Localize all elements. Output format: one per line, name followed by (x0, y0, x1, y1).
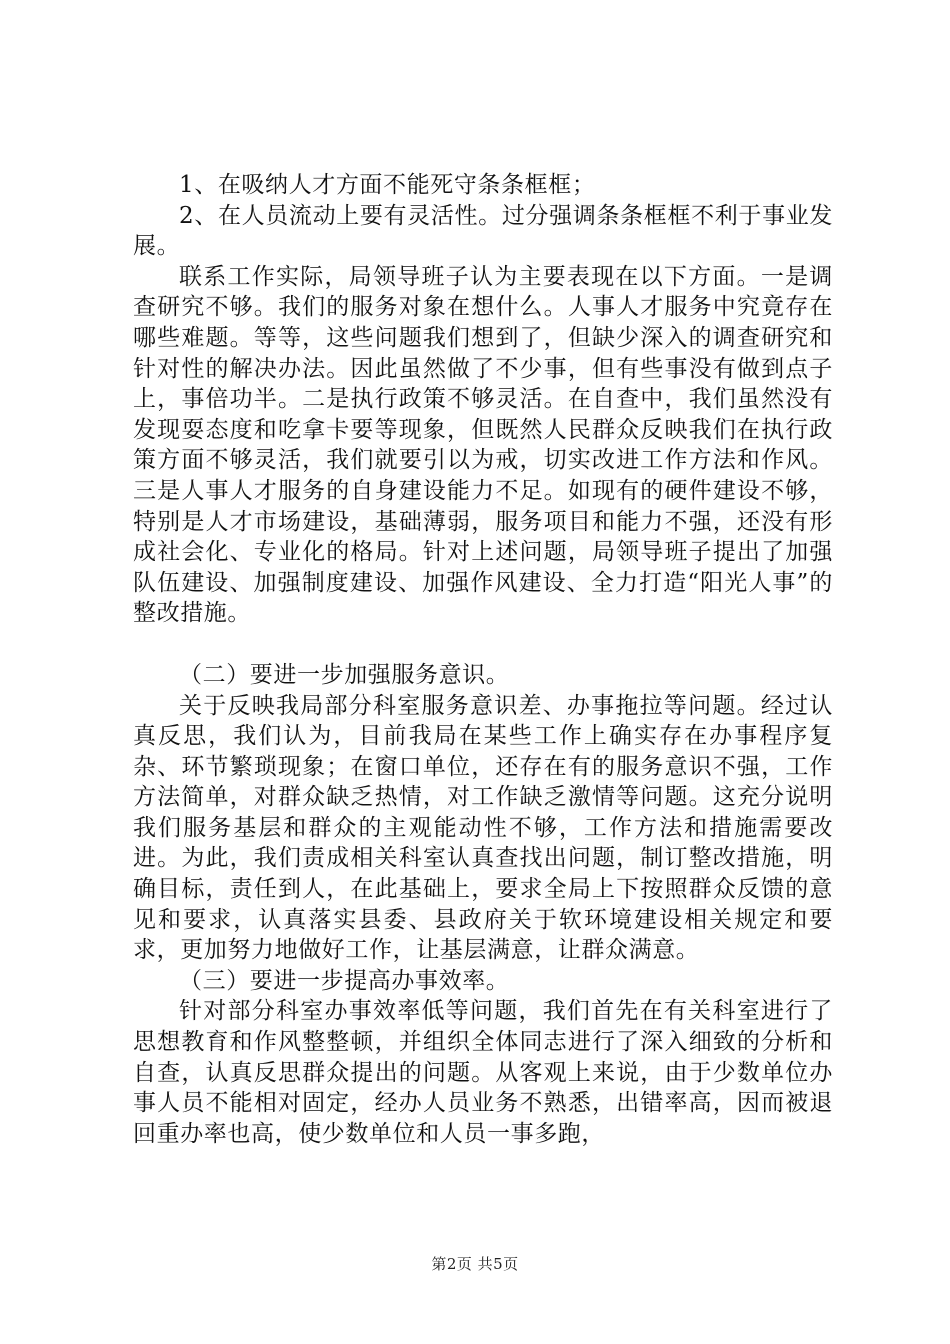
section-heading-3: （三）要进一步提高办事效率。 (179, 967, 510, 994)
paragraph-service-awareness: 关于反映我局部分科室服务意识差、办事拖拉等问题。经过认真反思，我们认为，目前我局在某些工作上确实存在办事程序复杂、环节繁琐现象；在窗口单位，还存在有的服务意识不强，工作方法简单，对群众缺乏热情，对工作缺乏激情等问题。这充分说明我们服务基层和群众的主观能动性不够，工作方法和措施需要改进。为此，我们责成相关科室认真查找出问题，制订整改措施，明确目标，责任到人，在此基础上，要求全局上下按照群众反馈的意见和要求，认真落实县委、县政府关于软环境建设相关规定和要求，更加努力地做好工作，让基层满意，让群众满意。 (133, 692, 833, 964)
document-body (133, 170, 833, 1149)
paragraph-efficiency: 针对部分科室办事效率低等问题，我们首先在有关科室进行了思想教育和作风整整顿，并组织全体同志进行了深入细致的分析和自查，认真反思群众提出的问题。从客观上来说，由于少数单位办事人员不能相对固定，经办人员业务不熟悉，出错率高，因而被退回重办率也高，使少数单位和人员一事多跑， (133, 998, 833, 1147)
paragraph-item-2: 2、在人员流动上要有灵活性。过分强调条条框框不利于事业发展。 (133, 202, 833, 260)
paragraph-item-1: 1、在吸纳人才方面不能死守条条框框； (179, 172, 596, 198)
page-number: 第2页 共5页 (431, 1255, 519, 1273)
paragraph-work-reality: 联系工作实际，局领导班子认为主要表现在以下方面。一是调查研究不够。我们的服务对象在想什么。人事人才服务中究竟存在哪些难题。等等，这些问题我们想到了，但缺少深入的调查研究和针对性的解决办法。因此虽然做了不少事，但有些事没有做到点子上，事倍功半。二是执行政策不够灵活。在自查中，我们虽然没有发现耍态度和吃拿卡要等现象，但既然人民群众反映我们在执行政策方面不够灵活，我们就要引以为戒，切实改进工作方法和作风。三是人事人才服务的自身建设能力不足。如现有的硬件建设不够，特别是人才市场建设，基础薄弱，服务项目和能力不强，还没有形成社会化、专业化的格局。针对上述问题，局领导班子提出了加强队伍建设、加强制度建设、加强作风建设、全力打造“阳光人事”的整改措施。 (133, 263, 833, 627)
page-footer (0, 1253, 950, 1274)
section-heading-2: （二）要进一步加强服务意识。 (179, 661, 510, 688)
